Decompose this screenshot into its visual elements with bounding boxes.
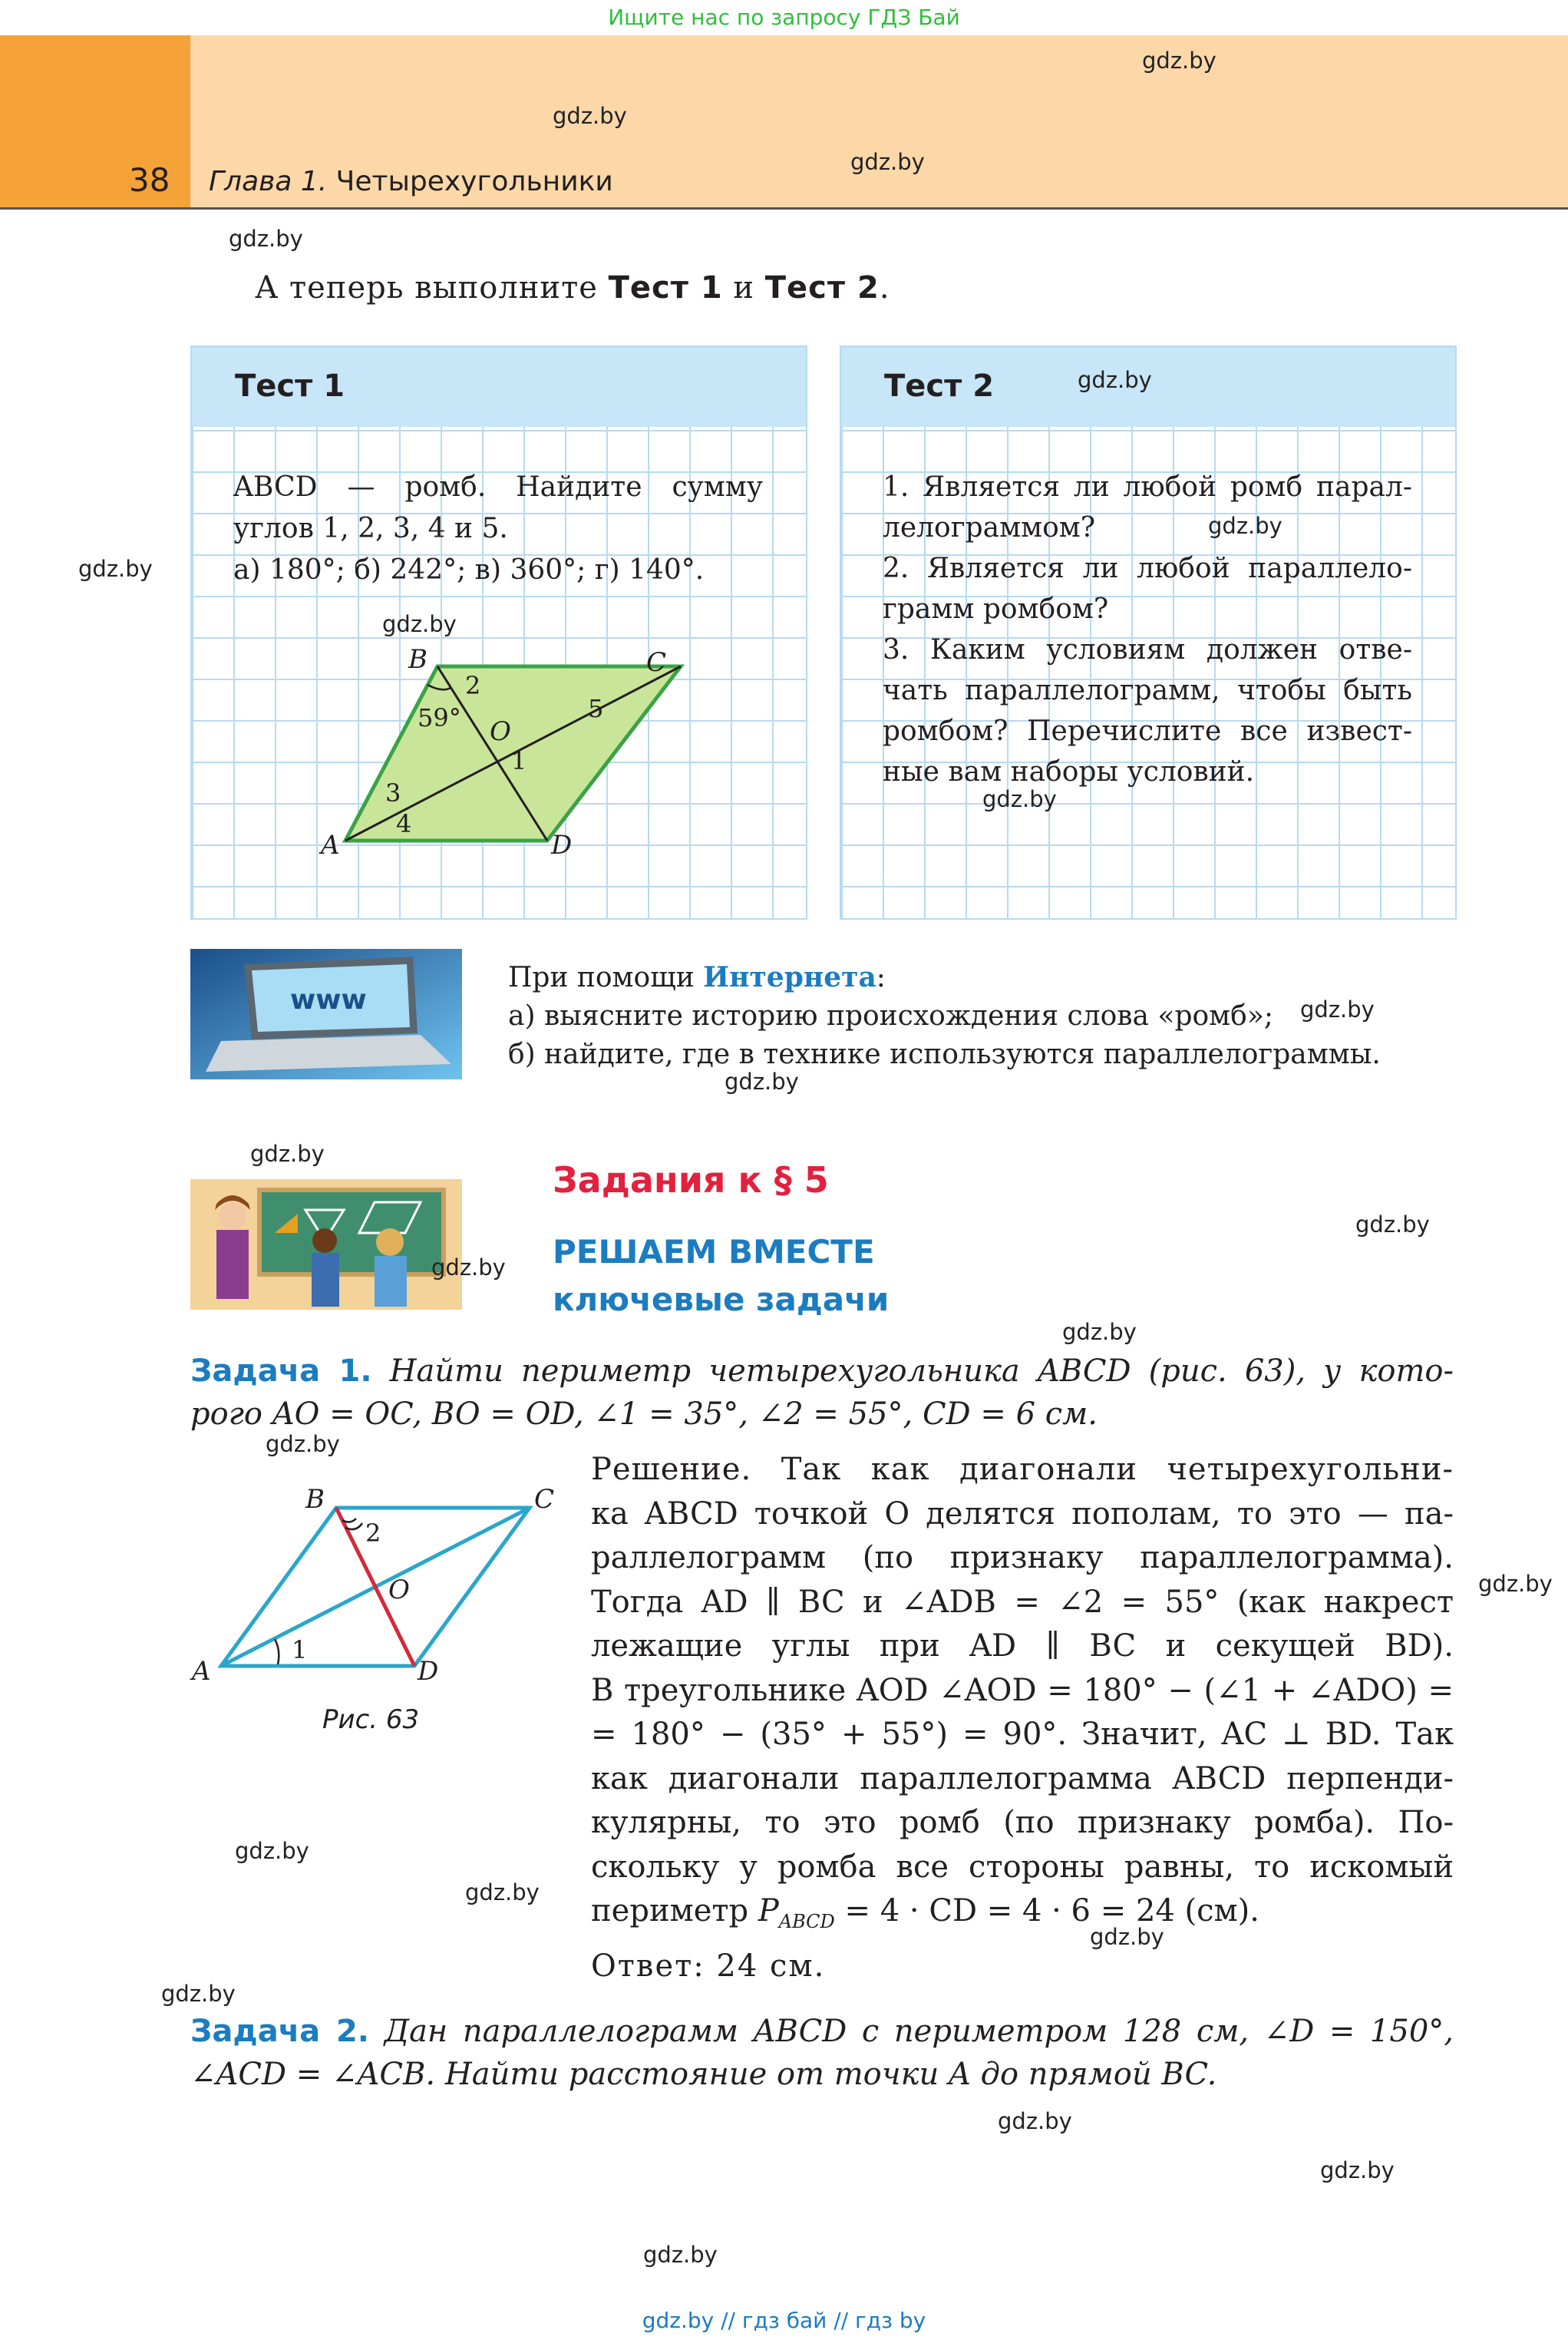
angle-1-arc [275, 1639, 279, 1664]
label-C: C [646, 647, 667, 678]
watermark: gdz.by [643, 2242, 718, 2268]
angle-label-59: 59° [418, 703, 461, 732]
test2-questions [883, 467, 1412, 792]
footer-links[interactable]: gdz.by // гдз бай // гдз by [642, 2308, 926, 2333]
intro-test1-ref: Тест 1 [608, 270, 723, 306]
internet-task [508, 958, 1381, 1074]
intro-and: и [722, 270, 765, 306]
test2-line: грамм ромбом? [883, 593, 1109, 625]
task2-label: Задача 2. [190, 2014, 369, 2049]
test2-line: ромбом? Перечислите все извест- [883, 716, 1412, 747]
label-O: O [388, 1575, 410, 1605]
section-title: Задания к § 5 [553, 1159, 829, 1201]
test2-line: 1. Является ли любой ромб парал- [883, 471, 1412, 503]
test2-line: 3. Каким условиям должен отве- [883, 634, 1412, 666]
watermark: gdz.by [1142, 48, 1216, 74]
internet-prefix: При помощи [508, 962, 704, 993]
task1-text1: Найти периметр четырехугольника ABCD (рис. 63), у кото- [389, 1353, 1454, 1389]
solution-line: = 180° − (35° + 55°) = 90°. Значит, AC ⊥ BD. Так [591, 1717, 1454, 1752]
watermark: gdz.by [431, 1254, 506, 1281]
watermark: gdz.by [465, 1879, 540, 1905]
watermark: gdz.by [725, 1069, 799, 1095]
intro-line [255, 270, 890, 306]
chapter-name: Четырехугольники [335, 166, 613, 197]
solution-line: как диагонали параллелограмма ABCD перпенди- [591, 1760, 1454, 1796]
watermark: gdz.by [1062, 1319, 1137, 1345]
chapter-title [209, 166, 613, 197]
label-A: A [321, 830, 340, 861]
watermark: gdz.by [1090, 1924, 1164, 1950]
watermark: gdz.by [229, 226, 303, 252]
test1-answers: а) 180°; б) 242°; в) 360°; г) 140°. [233, 554, 705, 586]
label-A: A [192, 1656, 211, 1687]
solution-line: ка ABCD точкой O делятся пополам, то это — па- [591, 1496, 1454, 1532]
figure-63 [184, 1474, 583, 1704]
task2-text2: ∠ACD = ∠ACB. Найти расстояние от точки A до прямой BC. [190, 2057, 1217, 2092]
angle-label-4: 4 [396, 809, 412, 838]
task1-label: Задача 1. [190, 1353, 372, 1389]
internet-item-b: б) найдите, где в технике используются параллелограммы. [508, 1039, 1381, 1070]
internet-intro [508, 958, 1381, 997]
label-C: C [534, 1484, 555, 1515]
internet-item-a: а) выясните историю происхождения слова «ромб»; [508, 1000, 1273, 1032]
angle-2-arc2 [345, 1523, 362, 1529]
watermark: gdz.by [250, 1141, 325, 1167]
task1-line1 [190, 1350, 1454, 1393]
label-B: B [408, 644, 427, 675]
test2-line: лелограммом? [883, 512, 1096, 544]
internet-highlight: Интернета [703, 961, 876, 993]
solution-line: периметр $P_{ABCD} = 4$ · CD = 4 · 6 = 24 (см). [591, 1893, 1259, 1932]
watermark: gdz.by [235, 1838, 309, 1864]
solution-line: Решение. Так как диагонали четырехугольни- [591, 1452, 1454, 1487]
test1-title: Тест 1 [235, 369, 345, 404]
task1-statement [190, 1350, 1454, 1436]
label-D: D [551, 830, 573, 861]
solution-line: раллелограмм (по признаку параллелограмма). [591, 1540, 1454, 1575]
watermark: gdz.by [266, 1431, 340, 1457]
test2-line: ные вам наборы условий. [883, 756, 1255, 788]
task2-statement [190, 2010, 1454, 2096]
header-divider [0, 207, 1568, 210]
label-D: D [418, 1656, 439, 1687]
watermark: gdz.by [553, 103, 627, 129]
section-sub1: РЕШАЕМ ВМЕСТЕ [553, 1233, 875, 1271]
watermark: gdz.by [850, 149, 925, 175]
test1-rhombus-figure [307, 637, 706, 868]
watermark: gdz.by [161, 1981, 236, 2007]
watermark: gdz.by [1208, 513, 1282, 539]
solution-line: Тогда AD ∥ BC и ∠ADB = ∠2 = 55° (как накрест [591, 1584, 1454, 1620]
angle-label-2: 2 [465, 671, 481, 700]
solution-line: кулярны, то это ромб (по признаку ромба). По- [591, 1805, 1454, 1840]
angle-label-3: 3 [385, 778, 401, 808]
watermark: gdz.by [982, 786, 1057, 812]
watermark: gdz.by [1478, 1571, 1553, 1597]
www-text: www [290, 984, 367, 1016]
watermark: gdz.by [1355, 1211, 1430, 1238]
section-subtitle [553, 1228, 889, 1324]
task2-text1: Дан параллелограмм ABCD с периметром 128 см, ∠D = 150°, [384, 2014, 1454, 2049]
angle-label-2: 2 [365, 1519, 381, 1548]
test2-line: чать параллелограмм, чтобы быть [883, 675, 1412, 706]
angle-label-1: 1 [511, 746, 527, 775]
section-sub2: ключевые задачи [553, 1281, 890, 1318]
intro-end: . [879, 270, 890, 306]
test1-line1: ABCD — ромб. Найдите сумму [233, 471, 763, 503]
task1-solution [591, 1448, 1454, 1988]
test1-line2: углов 1, 2, 3, 4 и 5. [233, 513, 508, 544]
watermark: gdz.by [1300, 996, 1375, 1023]
intro-text: А теперь выполните [255, 270, 609, 306]
angle-label-1: 1 [292, 1635, 308, 1664]
label-O: O [490, 716, 511, 747]
task1-text2: рого AO = OC, BO = OD, ∠1 = 35°, ∠2 = 55°, CD = 6 см. [190, 1396, 1098, 1432]
internet-suffix: : [876, 962, 886, 993]
label-B: B [305, 1484, 325, 1515]
test2-title: Тест 2 [884, 369, 995, 404]
figure-caption: Рис. 63 [322, 1704, 420, 1735]
page-number: 38 [129, 161, 170, 199]
task2-line2 [190, 2053, 1454, 2096]
top-banner[interactable]: Ищите нас по запросу ГДЗ Бай [608, 5, 960, 30]
solution-line: скольку у ромба все стороны равны, то искомый [591, 1849, 1454, 1885]
angle-2-arc [342, 1519, 356, 1522]
watermark: gdz.by [1078, 367, 1152, 393]
laptop-internet-icon [190, 949, 462, 1079]
solution-line: лежащие углы при AD ∥ BC и секущей BD). [591, 1628, 1454, 1664]
classroom-illustration [190, 1179, 462, 1310]
solution-line: В треугольнике AOD ∠AOD = 180° − (∠1 + ∠ADO) = [591, 1672, 1454, 1708]
test1-question [233, 467, 763, 591]
task1-line2 [190, 1393, 1454, 1436]
watermark: gdz.by [78, 556, 153, 582]
solution-answer: Ответ: 24 см. [591, 1948, 826, 1984]
angle-label-5: 5 [588, 694, 604, 723]
test2-line: 2. Является ли любой параллело- [883, 553, 1412, 584]
watermark: gdz.by [1320, 2157, 1395, 2183]
watermark: gdz.by [382, 611, 457, 637]
watermark: gdz.by [998, 2108, 1072, 2134]
intro-test2-ref: Тест 2 [764, 270, 880, 306]
chapter-label: Глава 1. [209, 166, 328, 197]
task2-line1 [190, 2010, 1454, 2053]
